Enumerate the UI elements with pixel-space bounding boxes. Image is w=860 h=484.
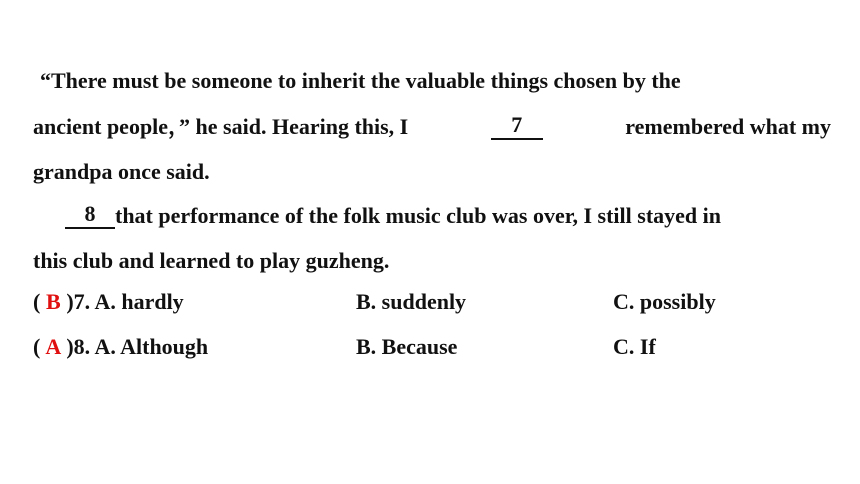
question-7-option-a: )7. A. hardly [66,289,184,314]
passage-line-2 [33,114,831,140]
answer-8: A [45,334,62,359]
open-paren: ( [33,289,41,314]
question-8 [33,334,208,360]
blank-8: 8 [65,203,115,229]
passage-text: grandpa once said. [33,159,210,184]
passage-line-3 [33,159,210,185]
question-8-option-c: C. If [613,334,656,359]
question-7-option-b: B. suddenly [356,289,467,314]
passage-text: ancient people，” he said. Hearing this, I [33,114,409,139]
passage-text: “There must be someone to inherit the valuable things chosen by the [40,68,681,93]
passage-line-1 [40,68,681,94]
open-paren: ( [33,334,41,359]
passage-text: this club and learned to play guzheng. [33,248,390,273]
passage-text: that performance of the folk music club was over, I still stayed in [115,203,721,228]
answer-7: B [45,289,61,314]
question-7-option-c: C. possibly [613,289,716,314]
passage-text: remembered what my [625,114,831,139]
question-8-option-a: )8. A. Although [66,334,209,359]
question-7 [33,289,184,315]
question-8-option-b: B. Because [356,334,458,359]
passage-line-5 [33,248,389,274]
blank-7: 7 [491,114,543,140]
passage-line-4 [65,203,831,229]
